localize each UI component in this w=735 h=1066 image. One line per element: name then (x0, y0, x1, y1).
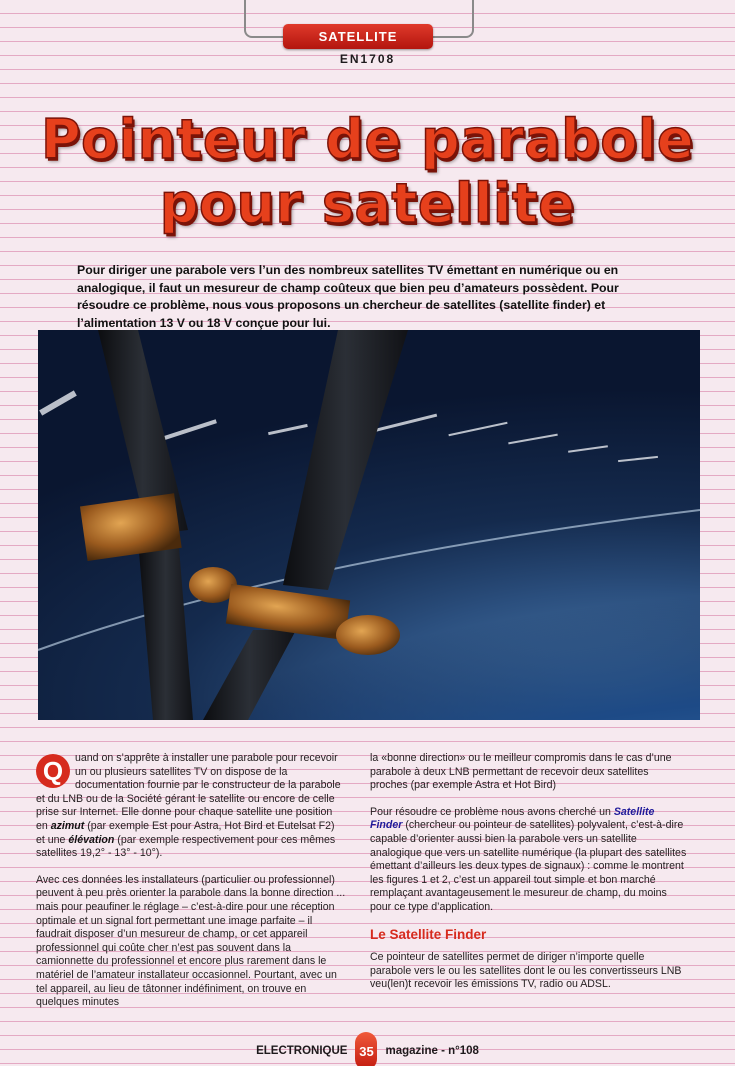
page-title (0, 108, 735, 236)
lead-paragraph: Pour diriger une parabole vers l’un des nombreux satellites TV émettant en numérique ou en analogique, il faut un mesureur de champ coûteux que bien peu d’amateurs possèdent. Pour résoudre ce problème, nous vous proposons un chercheur de satellites (satellite finder) et l’alimentation 13 V ou 18 V conçue pour lui. (77, 263, 619, 330)
paragraph-solution: Pour résoudre ce problème nous avons cherché un Satellite Finder (chercheur ou pointeur de satellites) polyvalent, c’est-à-dire capable d’orienter aussi bien la parabole vers un satellite analogique que vers un satellite numérique (la plupart des satellites émettant d’ailleurs les deux types de signaux) : comme le montrent les figures 1 et 2, c’est un appareil tout simple et bon marché remplaçant avantageusement le mesureur de champ, du moins pour ce type d’application. (370, 805, 687, 913)
paragraph-finder: Ce pointeur de satellites permet de diriger n’importe quelle parabole vers le ou les satellites dont le ou les convertisseurs LNB veu(len)t recevoir les émissions TV, radio ou ADSL. (370, 951, 682, 991)
footer-magazine-name: ELECTRONIQUE (256, 1045, 348, 1057)
page-footer (0, 1032, 735, 1066)
title-line-1: Pointeur de parabole (40, 108, 695, 171)
article-reference: EN1708 (339, 52, 396, 66)
antenna-dish-right (336, 615, 400, 655)
rubric-badge: SATELLITE (283, 24, 433, 49)
paragraph-intro: Q uand on s’apprête à installer une parabole pour recevoir un ou plusieurs satellites TV on dispose de la documentation fournie par le constructeur de la parabole et du LNB ou de la Société gérant le satellite ou encore de celle prise sur Internet. Elle donne pour chaque satellite une position en azimut (par exemple Est pour Astra, Hot Bird et Eutelsat F2) et une élévation (par exemple respectivement pour ces mêmes satellites 19,2° - 13° - 10°). (36, 752, 341, 860)
paragraph-direction: la «bonne direction» ou le meilleur compromis dans le cas d’une parabole à deux LNB permettant de recevoir deux satellites proches (par exemple Astra et Hot Bird) (370, 752, 672, 792)
section-heading: Le Satellite Finder (370, 926, 487, 942)
hero-satellite-image (38, 330, 700, 720)
footer-issue: magazine - n°108 (385, 1045, 479, 1057)
satellite-illustration (38, 330, 700, 720)
paragraph-installers: Avec ces données les installateurs (particulier ou professionnel) peuvent à peu près orienter la parabole dans la bonne direction ... mais pour peaufiner le réglage – c’est-à-dire pour une réception optimale et un signal fort permettant une image parfaite – il faudrait disposer d’un mesureur de champ, or cet appareil professionnel qui coûte cher n’est pas souvent dans la camionnette du professionnel et encore plus rarement dans le matériel de l’amateur installateur occasionnel. Pourtant, avec un tel appareil, au lieu de tâtonner indéfiniment, on trouve en quelques minutes (36, 873, 346, 1009)
keyword-satellite-finder: Satellite Finder (370, 805, 655, 832)
keyword-azimut: azimut (50, 819, 85, 832)
drop-cap: Q (36, 754, 70, 788)
text-column-right (370, 752, 688, 1005)
keyword-elevation: élévation (68, 833, 115, 846)
title-line-2: pour satellite (159, 172, 576, 235)
page-number: 35 (355, 1032, 377, 1066)
text-column-left (36, 752, 346, 1023)
